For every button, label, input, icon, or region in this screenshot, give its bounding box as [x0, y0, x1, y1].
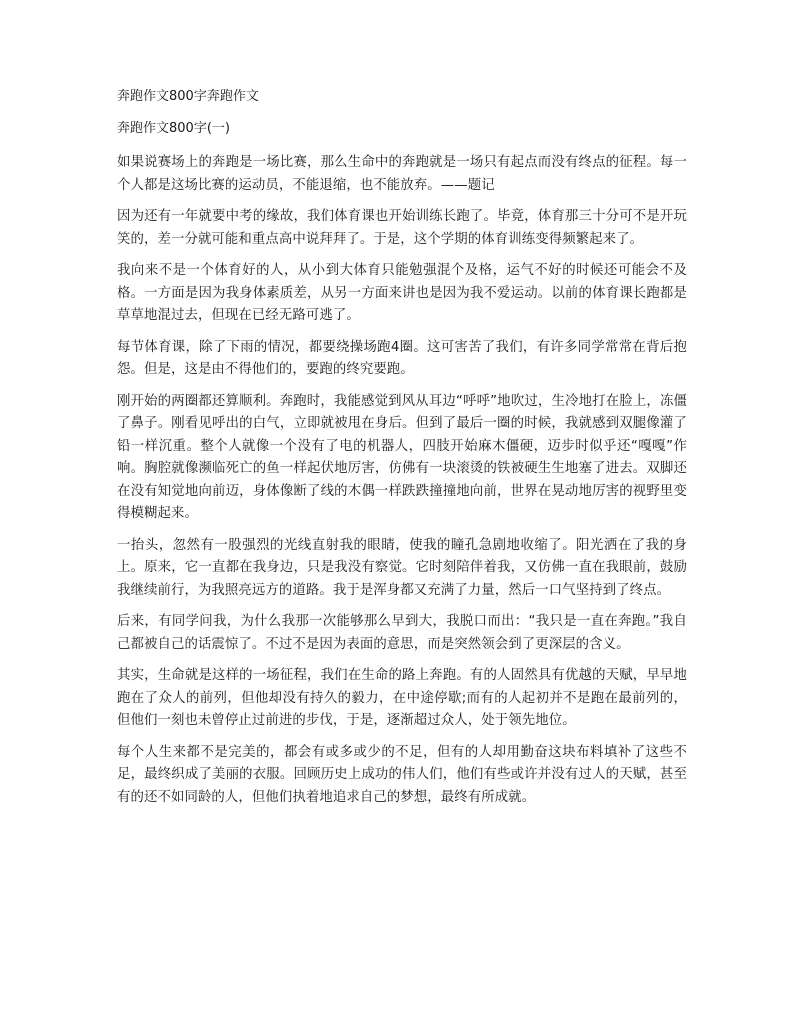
paragraph-8: 其实，生命就是这样的一场征程，我们在生命的路上奔跑。有的人固然具有优越的天赋，早早地跑在了众人的前列，但他却没有持久的毅力，在中途停歇;而有的人起初并不是跑在最前列的，但他们一刻也未曾停止过前进的步伐，于是，逐渐超过众人，处于领先地位。 [117, 668, 687, 728]
paragraph-3: 我向来不是一个体育好的人，从小到大体育只能勉强混个及格，运气不好的时候还可能会不及格。一方面是因为我身体素质差，从另一方面来讲也是因为我不爱运动。以前的体育课长跑都是草草地混过去，但现在已经无路可逃了。 [117, 263, 687, 323]
paragraph-9: 每个人生来都不是完美的，都会有或多或少的不足，但有的人却用勤奋这块布料填补了这些不足，最终织成了美丽的衣服。回顾历史上成功的伟人们，他们有些或许并没有过人的天赋，甚至有的还不如同龄的人，但他们执着地追求自己的梦想，最终有所成就。 [117, 744, 687, 805]
paragraph-1: 如果说赛场上的奔跑是一场比赛，那么生命中的奔跑就是一场只有起点而没有终点的征程。每一个人都是这场比赛的运动员，不能退缩，也不能放弃。——题记 [117, 155, 687, 193]
paragraph-5: 刚开始的两圈都还算顺利。奔跑时，我能感觉到风从耳边“呼呼”地吹过，生冷地打在脸上，冻僵了鼻子。刚看见呼出的白气，立即就被甩在身后。但到了最后一圈的时候，我就感到双腿像灌了铅一样沉重。整个人就像一个没有了电的机器人，四肢开始麻木僵硬，迈步时似乎还“嘎嘎”作响。胸腔就像濒临死亡的鱼一样起伏地厉害，仿佛有一块滚烫的铁被硬生生地塞了进去。双脚还在没有知觉地向前迈，身体像断了线的木偶一样跌跌撞撞地向前，世界在晃动地厉害的视野里变得模糊起来。 [117, 393, 687, 521]
paragraph-2: 因为还有一年就要中考的缘故，我们体育课也开始训练长跑了。毕竟，体育那三十分可不是开玩笑的，差一分就可能和重点高中说拜拜了。于是，这个学期的体育训练变得频繁起来了。 [117, 209, 687, 247]
document-page [117, 88, 687, 818]
paragraph-7: 后来，有同学问我，为什么我那一次能够那么早到大，我脱口而出：“我只是一直在奔跑。”我自己都被自己的话震惊了。不过不是因为表面的意思，而是突然领会到了更深层的含义。 [117, 614, 687, 652]
paragraph-4: 每节体育课，除了下雨的情况，都要绕操场跑4圈。这可害苦了我们，有许多同学常常在背后抱怨。但是，这是由不得他们的，要跑的终究要跑。 [117, 339, 687, 377]
document-subtitle: 奔跑作文800字(一) [117, 121, 230, 136]
paragraph-6: 一抬头，忽然有一股强烈的光线直射我的眼睛，使我的瞳孔急剧地收缩了。阳光洒在了我的身上。原来，它一直都在我身边，只是我没有察觉。它时刻陪伴着我，又仿佛一直在我眼前，鼓励我继续前行，为我照亮远方的道路。我于是浑身都又充满了力量，然后一口气坚持到了终点。 [117, 537, 687, 598]
document-title: 奔跑作文800字奔跑作文 [117, 89, 259, 104]
